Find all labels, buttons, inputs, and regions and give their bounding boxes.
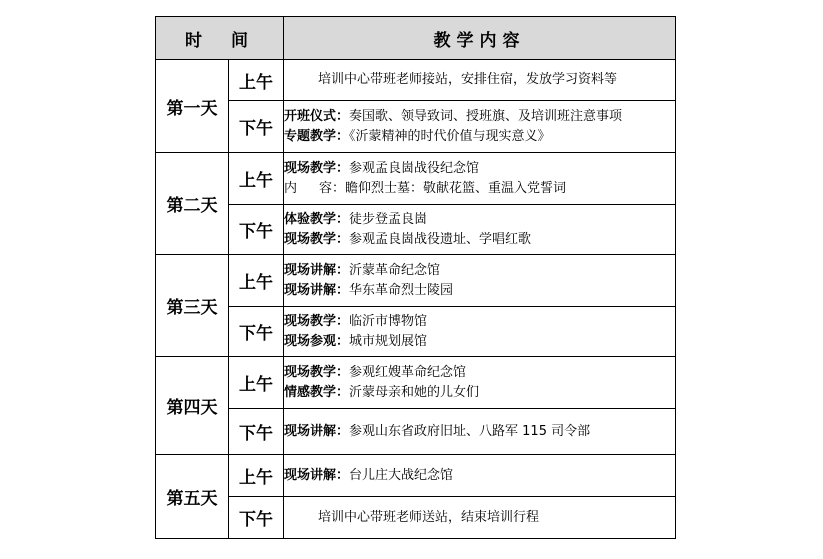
- item-label: 内: [284, 180, 298, 196]
- content-cell: [284, 205, 676, 255]
- item-label: 现场讲解: [284, 282, 337, 298]
- content-text: 临沂市博物馆: [349, 313, 428, 329]
- label-separator: ：: [336, 333, 350, 349]
- label-separator: ：: [336, 467, 350, 483]
- item-label: 开班仪式: [284, 108, 337, 124]
- label-separator: ：: [336, 364, 350, 380]
- item-label: 现场教学: [284, 313, 337, 329]
- am-label: 上午: [229, 60, 284, 101]
- item-label: 容: [319, 180, 333, 196]
- am-label: 上午: [229, 153, 284, 205]
- content-line: [318, 508, 675, 528]
- content-line: [284, 363, 675, 383]
- content-line: [284, 159, 675, 179]
- item-label: 现场教学: [284, 231, 337, 247]
- table-row: [156, 101, 676, 153]
- label-separator: ：: [336, 160, 350, 176]
- content-line: [284, 312, 675, 332]
- item-label: 现场讲解: [284, 423, 337, 439]
- schedule-table: [155, 16, 676, 539]
- content-line: [284, 107, 675, 127]
- am-label: 上午: [229, 357, 284, 409]
- content-cell: [284, 409, 676, 455]
- content-text: 沂蒙革命纪念馆: [349, 262, 441, 278]
- pm-label: 下午: [229, 307, 284, 357]
- content-text: 培训中心带班老师送站，结束培训行程: [318, 509, 540, 525]
- content-text: 《沂蒙精神的时代价值与现实意义》: [349, 128, 551, 144]
- table-row: [156, 60, 676, 101]
- pm-label: 下午: [229, 409, 284, 455]
- label-separator: ：: [336, 108, 350, 124]
- content-text: 台儿庄大战纪念馆: [349, 467, 454, 483]
- pm-label: 下午: [229, 205, 284, 255]
- label-separator: ：: [336, 423, 350, 439]
- day-label: 第一天: [156, 60, 229, 153]
- content-cell: [284, 255, 676, 307]
- header-row: [156, 17, 676, 60]
- content-cell: [284, 497, 676, 539]
- day-label: 第四天: [156, 357, 229, 455]
- table-row: [156, 153, 676, 205]
- table-row: [156, 497, 676, 539]
- table-row: [156, 255, 676, 307]
- table-row: [156, 205, 676, 255]
- am-label: 上午: [229, 255, 284, 307]
- table-row: [156, 409, 676, 455]
- pm-label: 下午: [229, 497, 284, 539]
- day-label: 第五天: [156, 455, 229, 539]
- day-label: 第二天: [156, 153, 229, 255]
- content-line: [284, 383, 675, 403]
- item-label: 现场教学: [284, 364, 337, 380]
- content-line: [284, 281, 675, 301]
- content-text: 参观山东省政府旧址、八路军 115 司令部: [349, 423, 591, 439]
- content-cell: [284, 455, 676, 497]
- content-text: 华东革命烈士陵园: [349, 282, 454, 298]
- am-label: 上午: [229, 455, 284, 497]
- item-label: 情感教学: [284, 384, 337, 400]
- content-line: [318, 70, 675, 90]
- content-cell: [284, 357, 676, 409]
- item-label: 体验教学: [284, 211, 337, 227]
- label-separator: ：: [336, 282, 350, 298]
- content-text: 城市规划展馆: [349, 333, 428, 349]
- label-separator: ：: [336, 211, 350, 227]
- content-text: 参观孟良崮战役遗址、学唱红歌: [349, 231, 532, 247]
- content-line: [284, 230, 675, 250]
- content-text: 瞻仰烈士墓：敬献花篮、重温入党誓词: [345, 180, 567, 196]
- content-line: [284, 127, 675, 147]
- content-cell: [284, 60, 676, 101]
- content-line: [284, 466, 675, 486]
- item-label: 现场参观: [284, 333, 337, 349]
- content-line: [284, 261, 675, 281]
- pm-label: 下午: [229, 101, 284, 153]
- label-separator: ：: [336, 262, 350, 278]
- label-separator: ：: [336, 128, 350, 144]
- content-cell: [284, 153, 676, 205]
- label-separator: ：: [336, 313, 350, 329]
- label-separator: ：: [332, 180, 346, 196]
- item-label: 专题教学: [284, 128, 337, 144]
- content-header: 教学内容: [284, 17, 676, 60]
- time-header: 时 间: [156, 17, 284, 60]
- content-text: 沂蒙母亲和她的儿女们: [349, 384, 480, 400]
- item-label: 现场教学: [284, 160, 337, 176]
- content-line: [284, 210, 675, 230]
- content-line: [284, 179, 675, 199]
- item-label: 现场讲解: [284, 262, 337, 278]
- content-line: [284, 422, 675, 442]
- table-row: [156, 357, 676, 409]
- table-row: [156, 307, 676, 357]
- content-text: 奏国歌、领导致词、授班旗、及培训班注意事项: [349, 108, 623, 124]
- label-separator: ：: [336, 231, 350, 247]
- item-label: 现场讲解: [284, 467, 337, 483]
- content-text: 徒步登孟良崮: [349, 211, 428, 227]
- content-line: [284, 332, 675, 352]
- label-separator: ：: [336, 384, 350, 400]
- content-text: 培训中心带班老师接站，安排住宿，发放学习资料等: [318, 72, 618, 87]
- content-text: 参观红嫂革命纪念馆: [349, 364, 467, 380]
- table-row: [156, 455, 676, 497]
- content-text: 参观孟良崮战役纪念馆: [349, 160, 480, 176]
- content-cell: [284, 307, 676, 357]
- content-cell: [284, 101, 676, 153]
- day-label: 第三天: [156, 255, 229, 357]
